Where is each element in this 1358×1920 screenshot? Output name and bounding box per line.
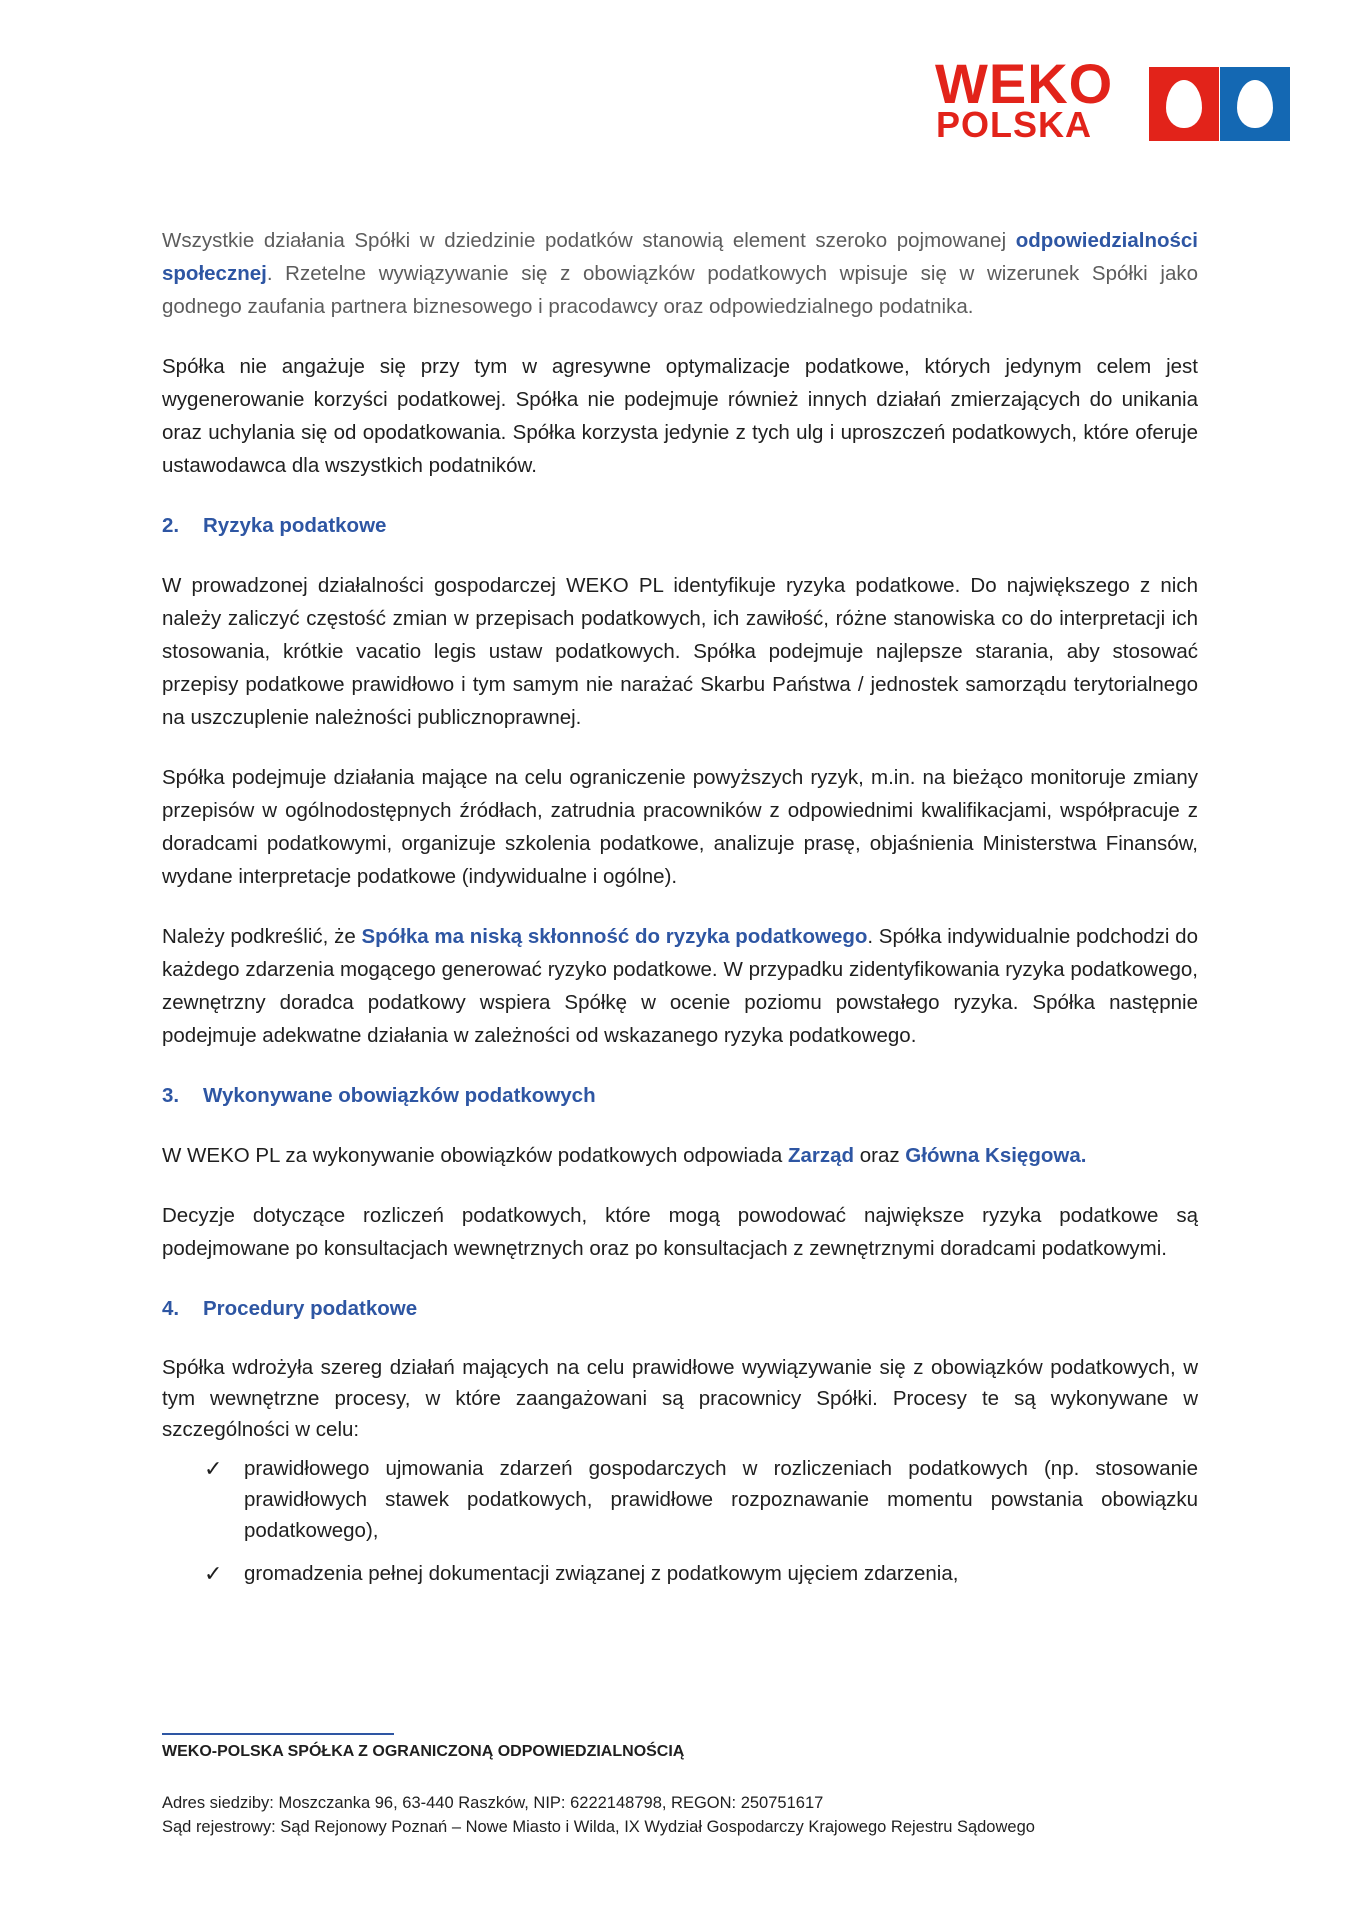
checkmark-icon: ✓ xyxy=(204,1561,223,1586)
list-item: ✓ gromadzenia pełnej dokumentacji związanej z podatkowym ujęciem zdarzenia, xyxy=(162,1558,1198,1589)
footer-divider xyxy=(162,1733,394,1735)
emphasis-board: Zarząd xyxy=(787,1144,855,1167)
checkmark-icon: ✓ xyxy=(204,1456,223,1481)
logo-blue-egg-icon xyxy=(1220,67,1290,141)
logo-line-2: POLSKA xyxy=(936,104,1093,145)
list-item: ✓ prawidłowego ujmowania zdarzeń gospodarczych w rozliczeniach podatkowych (np. stosowanie prawidłowych stawek podatkowych, prawidłowe rozpoznawanie momentu powstania obowiązku podatkowego), xyxy=(162,1453,1198,1546)
logo-line-1: WEKO xyxy=(935,52,1114,115)
footer-company-name: WEKO-POLSKA SPÓŁKA Z OGRANICZONĄ ODPOWIEDZIALNOŚCIĄ xyxy=(162,1743,685,1760)
section-3-heading: 3. Wykonywane obowiązków podatkowych xyxy=(162,1084,596,1107)
emphasis-low-risk: Spółka ma niską skłonność do ryzyka podatkowego xyxy=(361,925,868,948)
intro-paragraph-2: Spółka nie angażuje się przy tym w agresywne optymalizacje podatkowe, których jedynym celem jest wygenerowanie korzyści podatkowej. Spółka nie podejmuje również innych działań zmierzających do unikania oraz uchylania się od opodatkowania. Spółka korzysta jedynie z tych ulg i uproszczeń podatkowych, które oferuje ustawodawca dla wszystkich podatników. xyxy=(162,355,1198,477)
footer-court: Sąd rejestrowy: Sąd Rejonowy Poznań – Nowe Miasto i Wilda, IX Wydział Gospodarczy Krajowego Rejestru Sądowego xyxy=(162,1818,1035,1836)
document-body xyxy=(162,224,1198,1601)
section-2-paragraph-1: W prowadzonej działalności gospodarczej WEKO PL identyfikuje ryzyka podatkowe. Do największego z nich należy zaliczyć częstość zmian w przepisach podatkowych, ich zawiłość, różne stanowiska co do interpretacji ich stosowania, krótkie vacatio legis ustaw podatkowych. Spółka podejmuje najlepsze starania, aby stosować przepisy podatkowe prawidłowo i tym samym nie narażać Skarbu Państwa / jednostek samorządu terytorialnego na uszczuplenie należności publicznoprawnej. xyxy=(162,574,1198,729)
section-3-paragraph-1: W WEKO PL za wykonywanie obowiązków podatkowych odpowiada Zarząd oraz Główna Księgowa. xyxy=(162,1144,1087,1167)
logo-red-egg-icon xyxy=(1149,67,1219,141)
logo-wordmark xyxy=(935,52,1145,145)
intro-paragraph-1: Wszystkie działania Spółki w dziedzinie podatków stanowią element szeroko pojmowanej odpowiedzialności społecznej. Rzetelne wywiązywanie się z obowiązków podatkowych wpisuje się w wizerunek Spółki jako godnego zaufania partnera biznesowego i pracodawcy oraz odpowiedzialnego podatnika. xyxy=(162,229,1198,318)
procedures-list xyxy=(162,1453,1198,1589)
section-4-heading: 4. Procedury podatkowe xyxy=(162,1297,418,1320)
emphasis-social-responsibility: odpowiedzialności społecznej xyxy=(162,229,1198,285)
section-2-paragraph-2: Spółka podejmuje działania mające na celu ograniczenie powyższych ryzyk, m.in. na bieżąco monitoruje zmiany przepisów w ogólnodostępnych źródłach, zatrudnia pracowników z odpowiednimi kwalifikacjami, współpracuje z doradcami podatkowymi, organizuje szkolenia podatkowe, analizuje prasę, objaśnienia Ministerstwa Finansów, wydane interpretacje podatkowe (indywidualne i ogólne). xyxy=(162,766,1198,888)
section-2-heading: 2. Ryzyka podatkowe xyxy=(162,514,387,537)
footer-address: Adres siedziby: Moszczanka 96, 63-440 Raszków, NIP: 6222148798, REGON: 250751617 xyxy=(162,1794,824,1812)
emphasis-chief-accountant: Główna Księgowa. xyxy=(905,1144,1087,1167)
section-2-paragraph-3: Należy podkreślić, że Spółka ma niską skłonność do ryzyka podatkowego. Spółka indywidualnie podchodzi do każdego zdarzenia mogącego generować ryzyko podatkowe. W przypadku zidentyfikowania ryzyka podatkowego, zewnętrzny doradca podatkowy wspiera Spółkę w ocenie poziomu powstałego ryzyka. Spółka następnie podejmuje adekwatne działania w zależności od wskazanego ryzyka podatkowego. xyxy=(162,925,1198,1047)
section-4-paragraph-1: Spółka wdrożyła szereg działań mających na celu prawidłowe wywiązywanie się z obowiązków podatkowych, w tym wewnętrzne procesy, w które zaangażowani są pracownicy Spółki. Procesy te są wykonywane w szczególności w celu: xyxy=(162,1356,1198,1441)
weko-polska-logo xyxy=(935,52,1290,145)
section-3-paragraph-2: Decyzje dotyczące rozliczeń podatkowych, które mogą powodować największe ryzyka podatkowe są podejmowane po konsultacjach wewnętrznych oraz po konsultacjach z zewnętrznymi doradcami podatkowymi. xyxy=(162,1204,1198,1260)
